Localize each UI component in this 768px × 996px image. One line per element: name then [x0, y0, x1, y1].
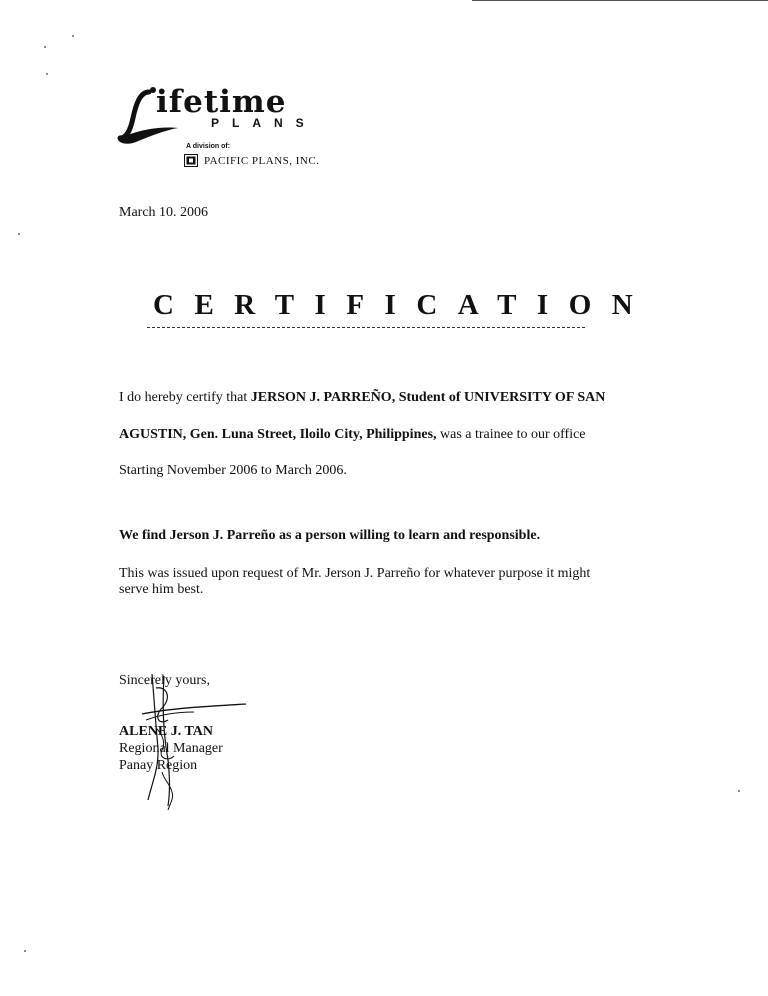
- body-text: was a trainee to our office: [436, 427, 586, 442]
- issuance-paragraph: [119, 566, 590, 598]
- body-line-3: Starting November 2006 to March 2006.: [119, 463, 347, 478]
- letter-date: March 10. 2006: [119, 205, 209, 220]
- scan-speck: [738, 790, 740, 792]
- trainee-name-bold: JERSON J. PARREÑO, Student of UNIVERSITY OF SAN: [250, 390, 606, 405]
- parent-company-name: PACIFIC PLANS, INC.: [204, 154, 320, 167]
- scan-speck: [72, 35, 74, 37]
- logo-subtitle: PLANS: [211, 116, 317, 130]
- issuance-line-1: This was issued upon request of Mr. Jerson J. Parreño for whatever purpose it might: [119, 566, 591, 581]
- closing-salutation: Sincerely yours,: [119, 673, 210, 688]
- body-text: I do hereby certify that: [119, 390, 251, 405]
- body-line-2: [119, 427, 586, 443]
- school-address-bold: AGUSTIN, Gen. Luna Street, Iloilo City, Philippines,: [119, 427, 437, 442]
- division-label: A division of:: [186, 143, 231, 150]
- scan-top-edge-line: [472, 0, 768, 1]
- issuance-line-2: serve him best.: [119, 582, 204, 597]
- signer-block: [119, 723, 223, 774]
- scan-speck: [18, 233, 20, 235]
- scan-speck: [44, 46, 46, 48]
- letterhead-logo: [116, 86, 376, 176]
- pacific-plans-logo-icon: [184, 154, 198, 167]
- logo-wordmark: ifetime: [156, 84, 287, 120]
- parent-company: [184, 154, 319, 167]
- signer-region: Panay Region: [119, 758, 198, 773]
- scan-speck: [46, 73, 48, 75]
- scan-speck: [24, 950, 26, 952]
- evaluation-statement: We find Jerson J. Parreño as a person willing to learn and responsible.: [119, 528, 541, 543]
- title-dashed-rule: [147, 327, 585, 328]
- signer-title: Regional Manager: [119, 741, 223, 756]
- document-title: CERTIFICATION: [153, 289, 654, 321]
- signer-name: ALENE J. TAN: [119, 724, 214, 739]
- body-line-1: [119, 390, 605, 406]
